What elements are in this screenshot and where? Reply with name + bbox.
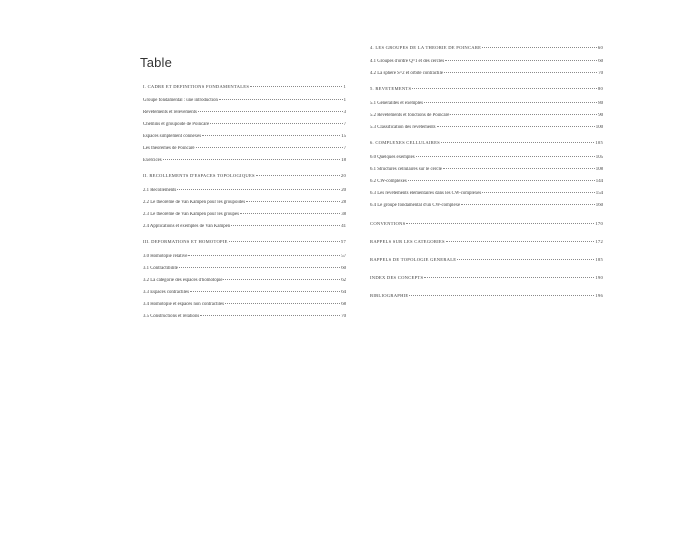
toc-section-entry[interactable]: [143, 110, 346, 116]
toc-dot-leader: [231, 225, 340, 226]
toc-dot-leader: [223, 279, 340, 280]
toc-chapter-entry[interactable]: [370, 86, 603, 92]
toc-section-entry[interactable]: [370, 155, 603, 161]
toc-dot-leader: [406, 223, 594, 224]
toc-page-number: 70: [341, 314, 346, 319]
toc-right-column: [370, 45, 603, 299]
toc-chapter-entry[interactable]: [370, 45, 603, 51]
toc-section-entry[interactable]: [370, 113, 603, 119]
toc-entry-title: Chemins et groupoïde de Poincaré: [143, 122, 210, 127]
toc-section-entry[interactable]: [143, 266, 346, 272]
toc-page-number: 105: [595, 155, 603, 160]
toc-chapter-entry[interactable]: [370, 239, 603, 245]
toc-section-entry[interactable]: [370, 71, 603, 77]
toc-dot-leader: [416, 156, 595, 157]
toc-section-entry[interactable]: [370, 179, 603, 185]
toc-page-number: 68: [341, 302, 346, 307]
toc-dot-leader: [163, 159, 341, 160]
toc-entry-title: 6.2 CW-complexes: [370, 179, 407, 184]
toc-page-number: 7: [343, 122, 346, 127]
toc-dot-leader: [450, 114, 597, 115]
toc-page-number: 64: [341, 290, 346, 295]
toc-page-number: 1: [343, 84, 346, 89]
toc-entry-title: 3.1 Contractibilité: [143, 266, 178, 271]
toc-left-column: [143, 84, 346, 320]
toc-section-entry[interactable]: [143, 314, 346, 320]
toc-page-number: 28: [341, 200, 346, 205]
toc-chapter-entry[interactable]: [143, 84, 346, 90]
toc-entry-title: INDEX DES CONCEPTS: [370, 275, 424, 280]
toc-section-entry[interactable]: [143, 278, 346, 284]
toc-dot-leader: [188, 255, 340, 256]
toc-page-number: 144: [595, 179, 603, 184]
toc-entry-title: RAPPELS SUR LES CATEGORIES: [370, 239, 445, 244]
toc-dot-leader: [202, 135, 340, 136]
toc-dot-leader: [196, 147, 343, 148]
toc-section-entry[interactable]: [143, 254, 346, 260]
toc-dot-leader: [441, 142, 594, 143]
toc-chapter-entry[interactable]: [370, 257, 603, 263]
page-title: Table: [140, 55, 173, 70]
toc-entry-title: 2.1 Recollements: [143, 188, 177, 193]
toc-section-entry[interactable]: [143, 224, 346, 230]
toc-entry-title: 3.4 Homotopie et espaces non contractiles: [143, 302, 224, 307]
toc-entry-title: Les théorèmes de Poincaré: [143, 146, 195, 151]
toc-dot-leader: [443, 168, 595, 169]
toc-chapter-entry[interactable]: [370, 275, 603, 281]
toc-page-number: 60: [598, 59, 603, 64]
toc-dot-leader: [424, 102, 597, 103]
toc-entry-title: CONVENTIONS: [370, 221, 406, 226]
toc-dot-leader: [225, 303, 340, 304]
toc-dot-leader: [408, 180, 595, 181]
toc-entry-title: 3.2 La catégorie des espaces d'homotopie: [143, 278, 223, 283]
toc-dot-leader: [412, 88, 597, 89]
toc-entry-title: 4.1 Groupes d'ordre Q^1 et des cercles: [370, 59, 445, 64]
toc-page-number: 38: [341, 212, 346, 217]
toc-section-entry[interactable]: [143, 290, 346, 296]
toc-section-entry[interactable]: [370, 203, 603, 209]
toc-section-entry[interactable]: [143, 188, 346, 194]
toc-page-number: 18: [341, 158, 346, 163]
toc-page-number: 170: [595, 221, 603, 226]
toc-entry-title: Espaces simplement connexes: [143, 134, 202, 139]
toc-dot-leader: [482, 192, 595, 193]
toc-page-number: 160: [595, 203, 603, 208]
toc-dot-leader: [424, 277, 594, 278]
toc-page-number: 90: [598, 113, 603, 118]
toc-entry-title: 6. COMPLEXES CELLULAIRES: [370, 140, 440, 145]
toc-section-entry[interactable]: [143, 302, 346, 308]
toc-dot-leader: [190, 291, 340, 292]
toc-entry-title: 2.2 Le théorème de Van Kampen pour les groupoïdes: [143, 200, 246, 205]
toc-page-number: 190: [595, 275, 603, 280]
toc-page-number: 100: [595, 125, 603, 130]
toc-entry-title: 4. LES GROUPES DE LA THEORIE DE POINCARE: [370, 45, 482, 50]
toc-entry-title: BIBLIOGRAPHIE: [370, 293, 409, 298]
toc-chapter-entry[interactable]: [370, 293, 603, 299]
toc-page-number: 15: [341, 134, 346, 139]
toc-dot-leader: [446, 241, 595, 242]
toc-entry-title: RAPPELS DE TOPOLOGIE GENERALE: [370, 257, 457, 262]
toc-entry-title: 3.3 Espaces contractiles: [143, 290, 189, 295]
toc-page-number: 196: [595, 293, 603, 298]
toc-entry-title: 5.1 Généralités et exemples: [370, 101, 424, 106]
toc-entry-title: 5.2 Revêtements et fonctions de Poincaré: [370, 113, 450, 118]
toc-dot-leader: [250, 86, 342, 87]
toc-entry-title: 2.3 Le théorème de Van Kampen pour les groupes: [143, 212, 239, 217]
toc-dot-leader: [198, 111, 343, 112]
toc-section-entry[interactable]: [143, 200, 346, 206]
toc-section-entry[interactable]: [370, 59, 603, 65]
toc-dot-leader: [457, 259, 594, 260]
toc-page-number: 41: [341, 224, 346, 229]
toc-dot-leader: [409, 295, 594, 296]
toc-dot-leader: [246, 201, 340, 202]
toc-entry-title: 3.5 Constructions et relations: [143, 314, 200, 319]
toc-entry-title: 6.1 Structures cellulaires sur le cercle: [370, 167, 442, 172]
toc-entry-title: I. CADRE ET DEFINITIONS FONDAMENTALES: [143, 84, 250, 89]
toc-page-number: 70: [598, 71, 603, 76]
toc-entry-title: 3.0 Homotopie relative: [143, 254, 188, 259]
toc-dot-leader: [482, 47, 597, 48]
toc-entry-title: 6.3 Les revêtements élémentaires dans les CW-complexes: [370, 191, 482, 196]
toc-page-number: 108: [595, 167, 603, 172]
toc-page-number: 57: [341, 254, 346, 259]
toc-section-entry[interactable]: [143, 122, 346, 128]
toc-entry-title: Revêtements et relèvements: [143, 110, 197, 115]
toc-chapter-entry[interactable]: [370, 140, 603, 146]
toc-page-number: 80: [597, 86, 603, 91]
toc-page-number: 20: [341, 188, 346, 193]
toc-dot-leader: [179, 267, 340, 268]
toc-dot-leader: [256, 175, 340, 176]
toc-entry-title: Exercices: [143, 158, 162, 163]
toc-dot-leader: [210, 123, 343, 124]
toc-page-number: 60: [597, 45, 603, 50]
toc-page-number: 154: [595, 191, 603, 196]
toc-page-number: 3: [343, 110, 346, 115]
toc-dot-leader: [200, 315, 340, 316]
toc-entry-title: Groupe fondamental : une introduction: [143, 98, 218, 103]
toc-entry-title: II. RECOLLEMENTS D'ESPACES TOPOLOGIQUES: [143, 173, 255, 178]
toc-page-number: 1: [343, 98, 346, 103]
toc-section-entry[interactable]: [370, 167, 603, 173]
toc-dot-leader: [444, 72, 597, 73]
toc-page-number: 7: [343, 146, 346, 151]
toc-section-entry[interactable]: [143, 146, 346, 152]
toc-page-number: 80: [598, 101, 603, 106]
toc-dot-leader: [445, 60, 597, 61]
toc-section-entry[interactable]: [370, 191, 603, 197]
toc-entry-title: III. DEFORMATIONS ET HOMOTOPIE: [143, 239, 228, 244]
toc-chapter-entry[interactable]: [143, 173, 346, 179]
toc-section-entry[interactable]: [143, 134, 346, 140]
toc-entry-title: 5. REVETEMENTS: [370, 86, 412, 91]
toc-section-entry[interactable]: [143, 212, 346, 218]
toc-entry-title: 2.4 Applications et exemples de Van Kampen: [143, 224, 231, 229]
toc-chapter-entry[interactable]: [143, 239, 346, 245]
toc-dot-leader: [177, 189, 340, 190]
toc-page-number: 57: [340, 239, 346, 244]
toc-dot-leader: [437, 126, 595, 127]
toc-page-number: 60: [341, 266, 346, 271]
toc-page-number: 185: [595, 257, 603, 262]
toc-section-entry[interactable]: [143, 98, 346, 104]
toc-page-number: 172: [595, 239, 603, 244]
toc-entry-title: 6.0 Quelques exemples: [370, 155, 415, 160]
toc-dot-leader: [240, 213, 340, 214]
toc-dot-leader: [229, 241, 340, 242]
toc-section-entry[interactable]: [370, 125, 603, 131]
toc-section-entry[interactable]: [143, 158, 346, 164]
toc-entry-title: 6.4 Le groupe fondamental d'un CW-complexe: [370, 203, 461, 208]
toc-page-number: 20: [340, 173, 346, 178]
toc-page-number: 62: [341, 278, 346, 283]
toc-page-number: 105: [595, 140, 603, 145]
toc-section-entry[interactable]: [370, 101, 603, 107]
toc-chapter-entry[interactable]: [370, 221, 603, 227]
toc-entry-title: 4.2 La sphère S^2 et orbite contractile: [370, 71, 443, 76]
toc-entry-title: 5.3 Classification des revêtements: [370, 125, 436, 130]
toc-dot-leader: [461, 204, 595, 205]
toc-dot-leader: [219, 99, 343, 100]
